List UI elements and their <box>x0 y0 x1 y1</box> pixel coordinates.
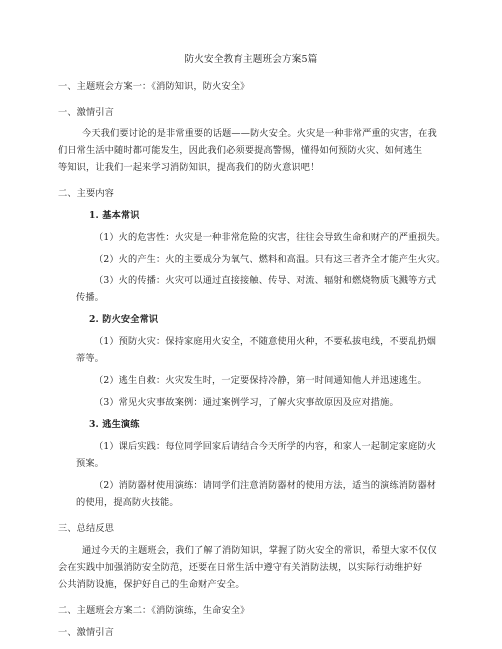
summary-paragraph-line: 公共消防设施，保护好自己的生命财产安全。 <box>58 579 245 590</box>
list-item-continuation: 蒂等。 <box>76 353 105 364</box>
list-item: （1）火的危害性：火灾是一种非常危险的灾害，往往会导致生命和财产的严重损失。 <box>94 232 446 243</box>
list-item: （2）消防器材使用演练：请同学们注意消防器材的使用方法，适当的演练消防器材 <box>94 480 437 491</box>
intro-heading: 一、激情引言 <box>58 107 115 118</box>
main-content-heading: 二、主要内容 <box>58 188 115 199</box>
list-item: （1）课后实践：每位同学回家后请结合今天所学的内容，和家人一起制定家庭防火 <box>94 441 437 452</box>
intro-paragraph-line: 等知识，让我们一起来学习消防知识，提高我们的防火意识吧！ <box>58 162 320 173</box>
section-heading-plan-two: 二、主题班会方案二：《消防演练，生命安全》 <box>58 605 250 616</box>
list-item: （2）火的产生：火的主要成分为氧气、燃料和高温。只有这三者齐全才能产生火灾。 <box>94 254 446 265</box>
subsection-fire-safety: 2. 防火安全常识 <box>89 314 159 325</box>
list-item: （1）预防火灾：保持家庭用火安全，不随意使用火种，不要私拔电线，不要乱扔烟 <box>94 336 437 347</box>
list-item-continuation: 传播。 <box>76 292 105 303</box>
intro-paragraph-line: 今天我们要讨论的是非常重要的话题——防火安全。火灾是一种非常严重的灾害，在我 <box>82 128 437 139</box>
summary-paragraph-line: 通过今天的主题班会，我们了解了消防知识，掌握了防火安全的常识，希望大家不仅仅 <box>82 545 437 556</box>
list-item: （3）常见火灾事故案例：通过案例学习，了解火灾事故原因及应对措施。 <box>94 397 399 408</box>
summary-heading: 三、总结反思 <box>58 523 115 534</box>
section-heading-plan-one: 一、主题班会方案一：《消防知识，防火安全》 <box>58 81 250 92</box>
intro-heading: 一、激情引言 <box>58 627 115 638</box>
list-item-continuation: 预案。 <box>76 458 105 469</box>
list-item: （3）火的传播：火灾可以通过直接接触、传导、对流、辐射和燃烧物质飞溅等方式 <box>94 275 437 286</box>
subsection-escape-drill: 3. 逃生演练 <box>89 419 140 430</box>
document-title: 防火安全教育主题班会方案5篇 <box>184 54 318 65</box>
list-item: （2）逃生自救：火灾发生时，一定要保持冷静，第一时间通知他人并迅速逃生。 <box>94 375 427 386</box>
intro-paragraph-line: 们日常生活中随时都可能发生，因此我们必须要提高警惕，懂得如何预防火灾、如何逃生 <box>58 145 423 156</box>
subsection-basic-knowledge: 1. 基本常识 <box>89 210 140 221</box>
summary-paragraph-line: 会在实践中加强消防安全防范，还要在日常生活中遵守有关消防法规，以实际行动维护好 <box>58 562 423 573</box>
list-item-continuation: 的使用，提高防火技能。 <box>76 497 179 508</box>
